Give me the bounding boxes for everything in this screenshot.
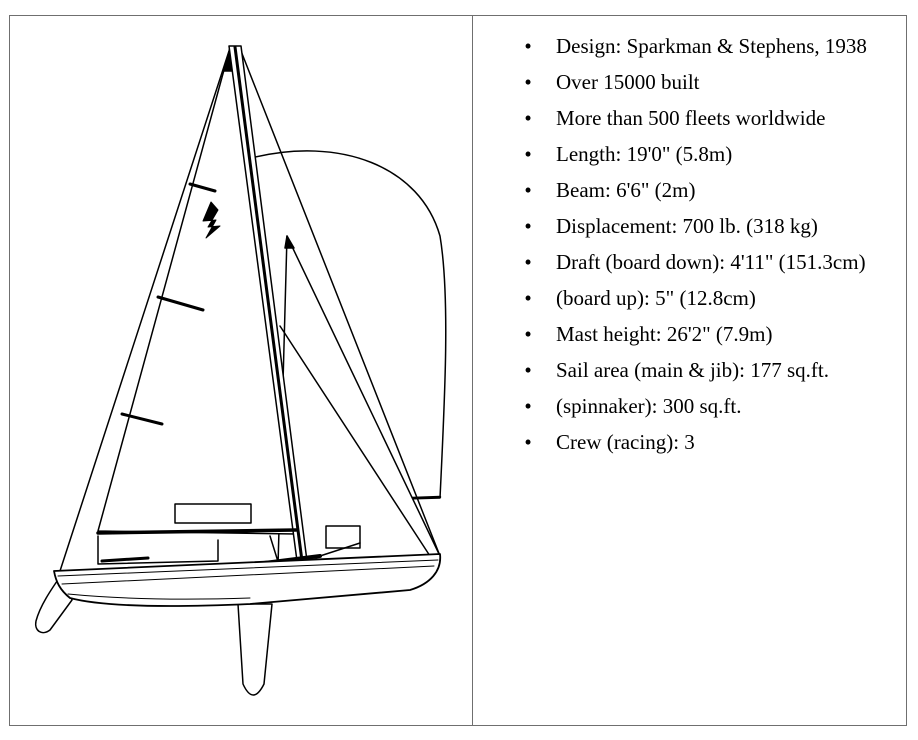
spec-item: • Length: 19'0" (5.8m) bbox=[524, 142, 733, 166]
spec-item: • Mast height: 26'2" (7.9m) bbox=[524, 322, 773, 346]
spec-item: • (board up): 5" (12.8cm) bbox=[524, 286, 756, 310]
spec-item: • Design: Sparkman & Stephens, 1938 bbox=[524, 34, 867, 58]
specs-list bbox=[473, 28, 906, 460]
spec-item: • Beam: 6'6" (2m) bbox=[524, 178, 696, 202]
spec-item: • More than 500 fleets worldwide bbox=[524, 106, 826, 130]
spec-item: • Crew (racing): 3 bbox=[524, 430, 695, 454]
spec-item: • Displacement: 700 lb. (318 kg) bbox=[524, 214, 818, 238]
spec-item: • Sail area (main & jib): 177 sq.ft. bbox=[524, 358, 829, 382]
centerboard-shape bbox=[238, 604, 272, 695]
spec-table bbox=[9, 15, 907, 726]
specs-cell bbox=[473, 16, 906, 725]
sailboat-illustration bbox=[10, 16, 472, 725]
illustration-cell bbox=[10, 16, 472, 725]
spec-item: • (spinnaker): 300 sq.ft. bbox=[524, 394, 742, 418]
spec-item: • Draft (board down): 4'11" (151.3cm) bbox=[524, 250, 866, 274]
spec-item: • Over 15000 built bbox=[524, 70, 700, 94]
